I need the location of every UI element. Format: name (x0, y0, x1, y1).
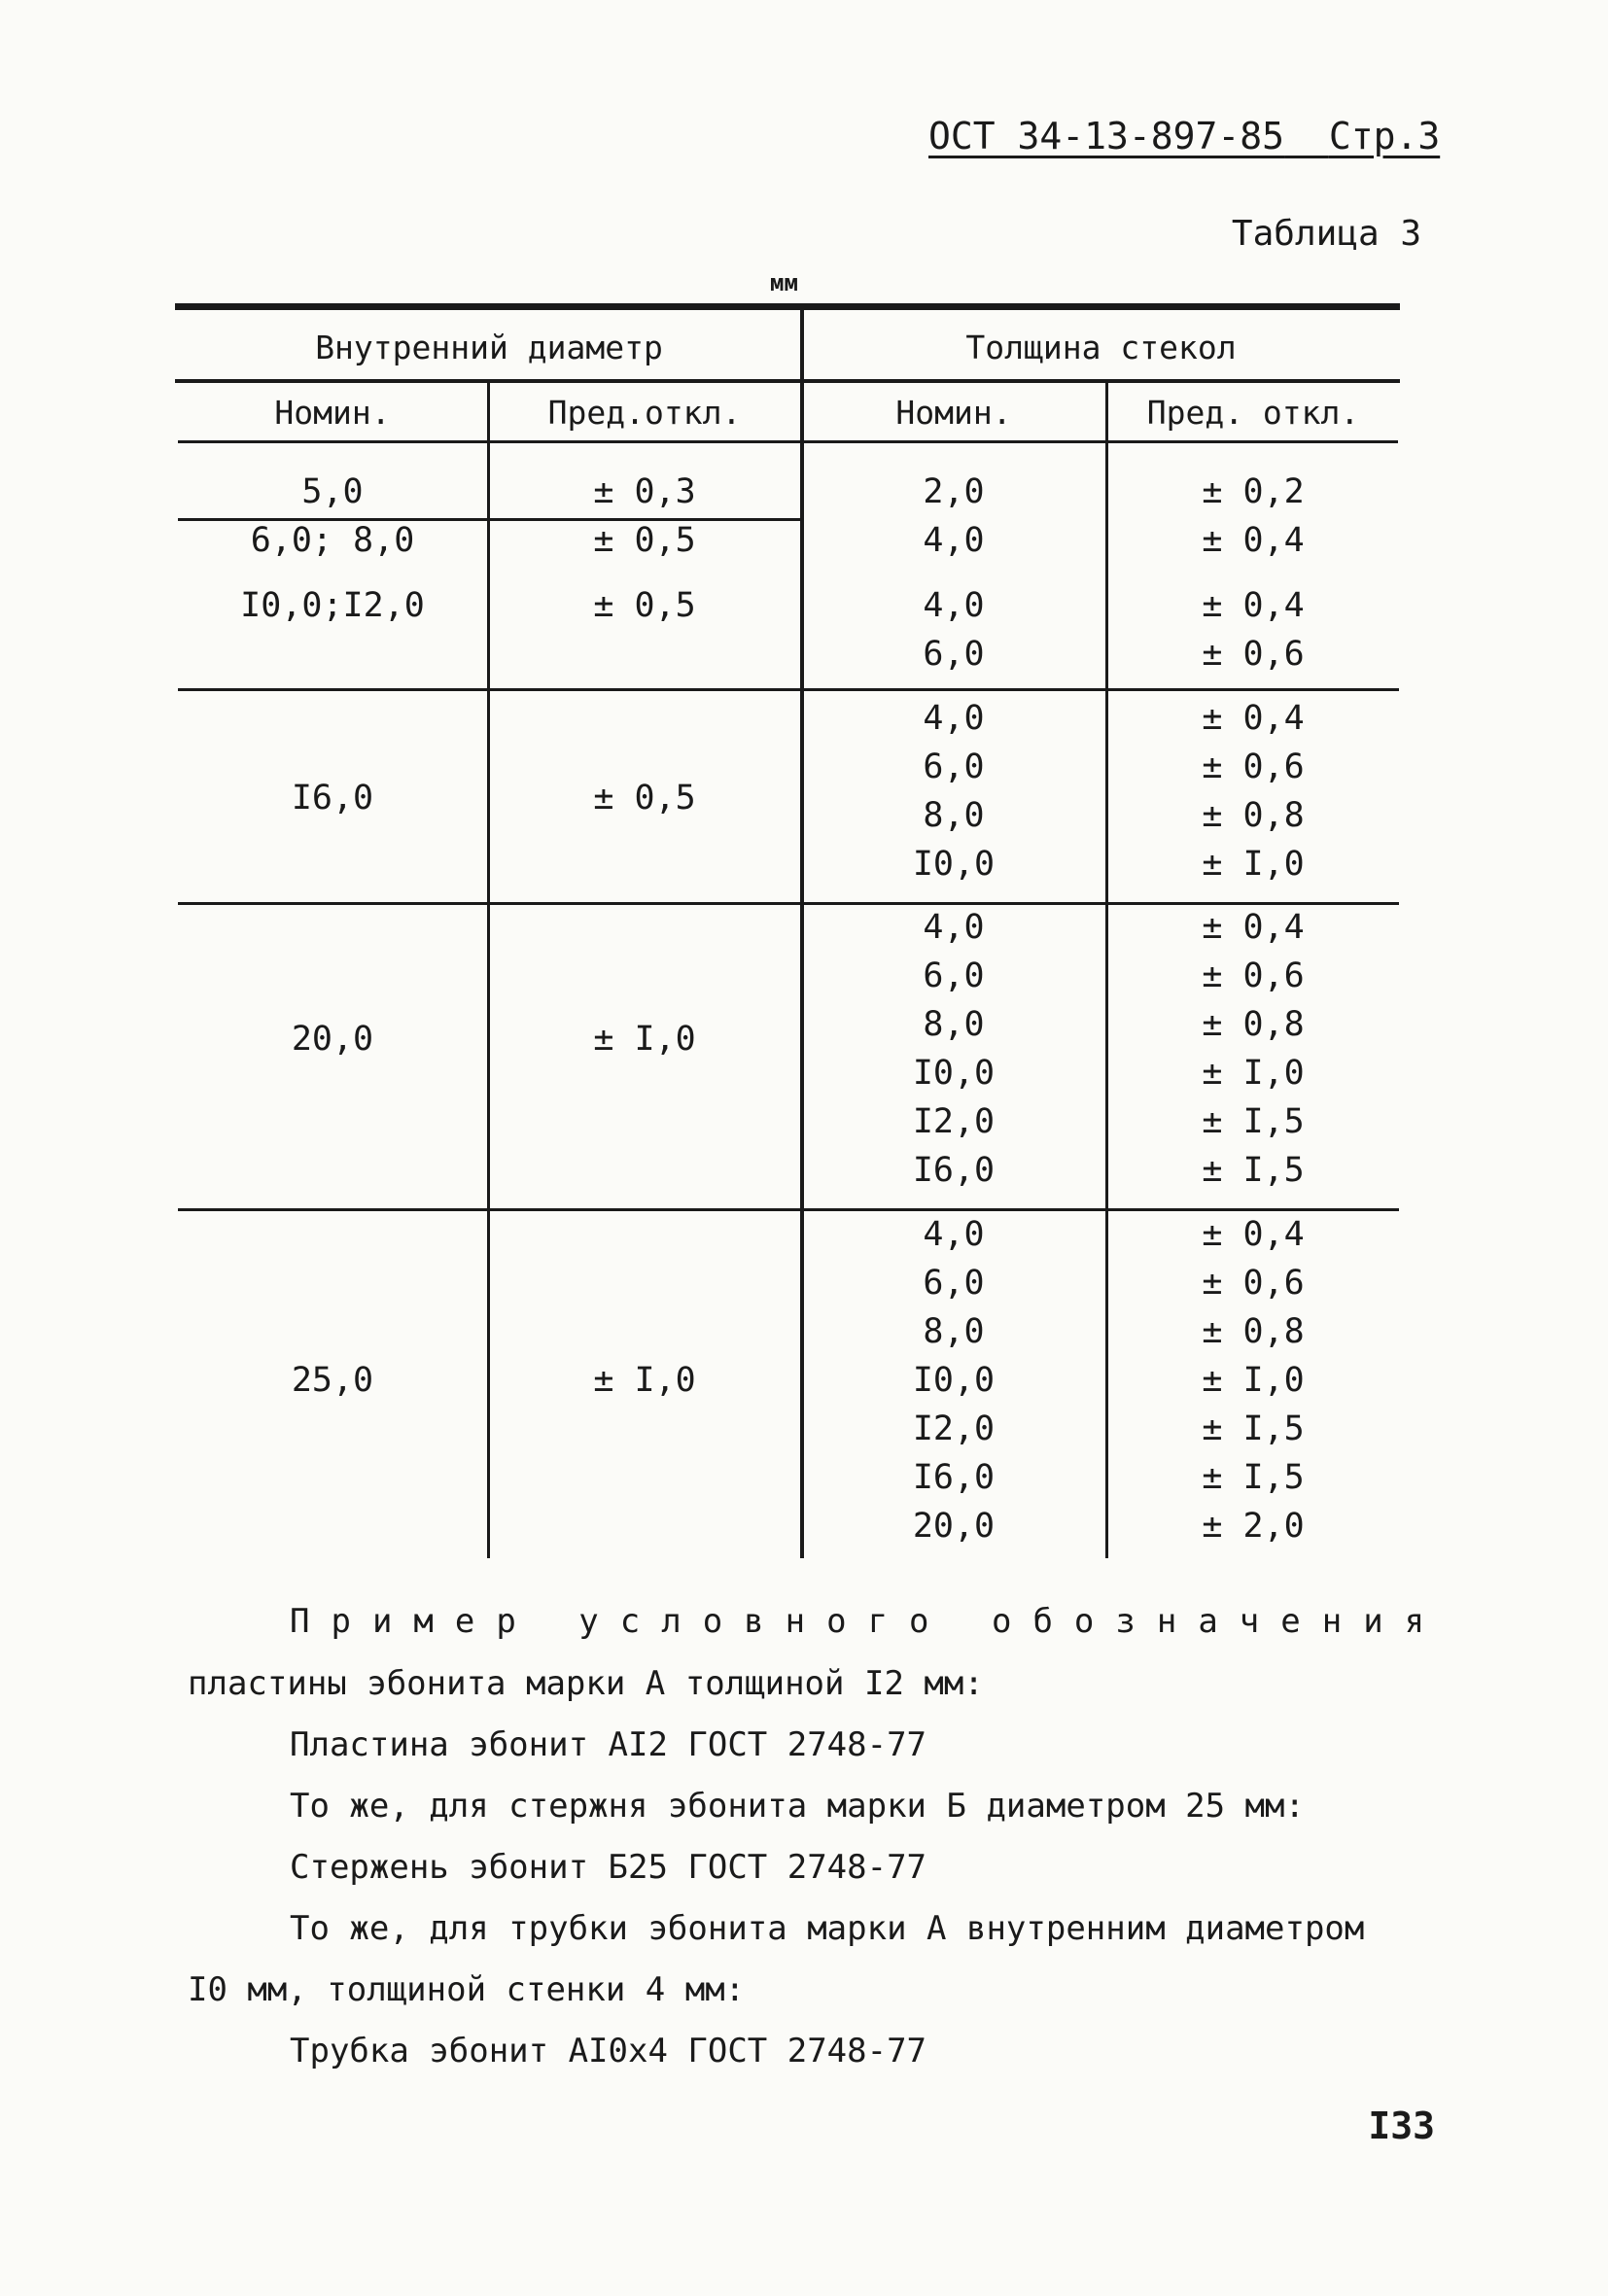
table-cell: ± 0,4 (1202, 586, 1305, 625)
table-cell: ± 0,4 (1202, 699, 1305, 738)
table-top-rule (175, 303, 1400, 310)
example-line: пластины эбонита марки А толщиной I2 мм: (188, 1664, 984, 1703)
table-cell: 8,0 (923, 796, 985, 835)
table-cell: I0,0 (912, 1054, 996, 1093)
table-cell: ± 0,2 (1202, 472, 1305, 511)
table-cell: 4,0 (923, 908, 985, 947)
table-cell: 4,0 (923, 586, 985, 625)
header-bottom-rule (178, 440, 1398, 443)
table-cell: I0,0 (912, 1361, 996, 1400)
table-cell: 6,0; 8,0 (250, 521, 415, 560)
table-cell: ± 0,4 (1202, 521, 1305, 560)
table-cell: I2,0 (912, 1409, 996, 1448)
table-cell: ± 0,8 (1202, 796, 1305, 835)
table-cell: ± 0,3 (593, 472, 696, 511)
unit-label: мм (770, 269, 798, 296)
row-rule-group1 (178, 688, 1399, 691)
table-cell: ± 2,0 (1202, 1507, 1305, 1546)
doc-code: ОСТ 34-13-897-85 (928, 115, 1285, 157)
page-label: Стр.3 (1328, 115, 1441, 157)
table-cell: ± I,0 (593, 1020, 696, 1059)
table-cell: 5,0 (301, 472, 364, 511)
table-caption: Таблица 3 (1231, 214, 1421, 254)
document-header (928, 115, 1440, 157)
table-cell: 4,0 (923, 699, 985, 738)
row-rule-group3 (178, 1208, 1399, 1211)
example-line: Трубка эбонит АI0х4 ГОСТ 2748-77 (290, 2032, 927, 2070)
table-cell: ± 0,4 (1202, 908, 1305, 947)
table-cell: I6,0 (291, 779, 374, 818)
example-heading: Пример условного обозначения (290, 1602, 1447, 1641)
table-cell: 2,0 (923, 472, 985, 511)
table-cell: I6,0 (912, 1151, 996, 1190)
table-cell: 6,0 (923, 635, 985, 674)
subheader-nominal-thickness: Номин. (895, 394, 1012, 432)
subheader-tolerance-diameter: Пред.откл. (547, 394, 742, 432)
group-header-rule (175, 379, 1400, 383)
table-cell: ± I,0 (1202, 1361, 1305, 1400)
table-cell: ± I,5 (1202, 1151, 1305, 1190)
table-cell: ± I,5 (1202, 1102, 1305, 1141)
table-cell: 8,0 (923, 1005, 985, 1044)
example-line: I0 мм, толщиной стенки 4 мм: (188, 1970, 746, 2009)
table-cell: 25,0 (291, 1361, 374, 1400)
example-line: То же, для стержня эбонита марки Б диаметром 25 мм: (290, 1787, 1305, 1826)
table-cell: I0,0 (912, 845, 996, 884)
table-cell: 4,0 (923, 1215, 985, 1254)
table-cell: 6,0 (923, 1264, 985, 1303)
group-header-glass-thickness: Толщина стекол (965, 329, 1237, 366)
table-cell: 4,0 (923, 521, 985, 560)
table-cell: ± I,0 (593, 1361, 696, 1400)
table-cell: ± 0,5 (593, 521, 696, 560)
page-number: I33 (1368, 2105, 1435, 2147)
table-cell: ± I,5 (1202, 1409, 1305, 1448)
table-cell: 20,0 (912, 1507, 996, 1546)
table-cell: 6,0 (923, 957, 985, 995)
table-cell: I2,0 (912, 1102, 996, 1141)
table-cell: ± 0,6 (1202, 635, 1305, 674)
table-cell: ± 0,6 (1202, 957, 1305, 995)
example-line: Пластина эбонит АI2 ГОСТ 2748-77 (290, 1725, 927, 1764)
subheader-nominal-diameter: Номин. (274, 394, 391, 432)
table-cell: 6,0 (923, 748, 985, 786)
subheader-tolerance-thickness: Пред. откл. (1146, 394, 1360, 432)
table-cell: ± 0,8 (1202, 1312, 1305, 1351)
table-cell: I6,0 (912, 1458, 996, 1497)
table-cell: ± 0,4 (1202, 1215, 1305, 1254)
group-header-inner-diameter: Внутренний диаметр (315, 329, 663, 366)
example-line: То же, для трубки эбонита марки А внутренним диаметром (290, 1909, 1365, 1948)
table-cell: ± I,0 (1202, 845, 1305, 884)
example-line: Стержень эбонит Б25 ГОСТ 2748-77 (290, 1848, 927, 1887)
table-cell: 8,0 (923, 1312, 985, 1351)
table-cell: ± I,5 (1202, 1458, 1305, 1497)
table-cell: ± 0,6 (1202, 748, 1305, 786)
table-cell: ± 0,6 (1202, 1264, 1305, 1303)
row-rule-group2 (178, 902, 1399, 905)
table-cell: ± 0,8 (1202, 1005, 1305, 1044)
table-cell: ± 0,5 (593, 586, 696, 625)
table-cell: ± 0,5 (593, 779, 696, 818)
table-cell: 20,0 (291, 1020, 374, 1059)
table-cell: ± I,0 (1202, 1054, 1305, 1093)
table-cell: I0,0;I2,0 (240, 586, 425, 625)
